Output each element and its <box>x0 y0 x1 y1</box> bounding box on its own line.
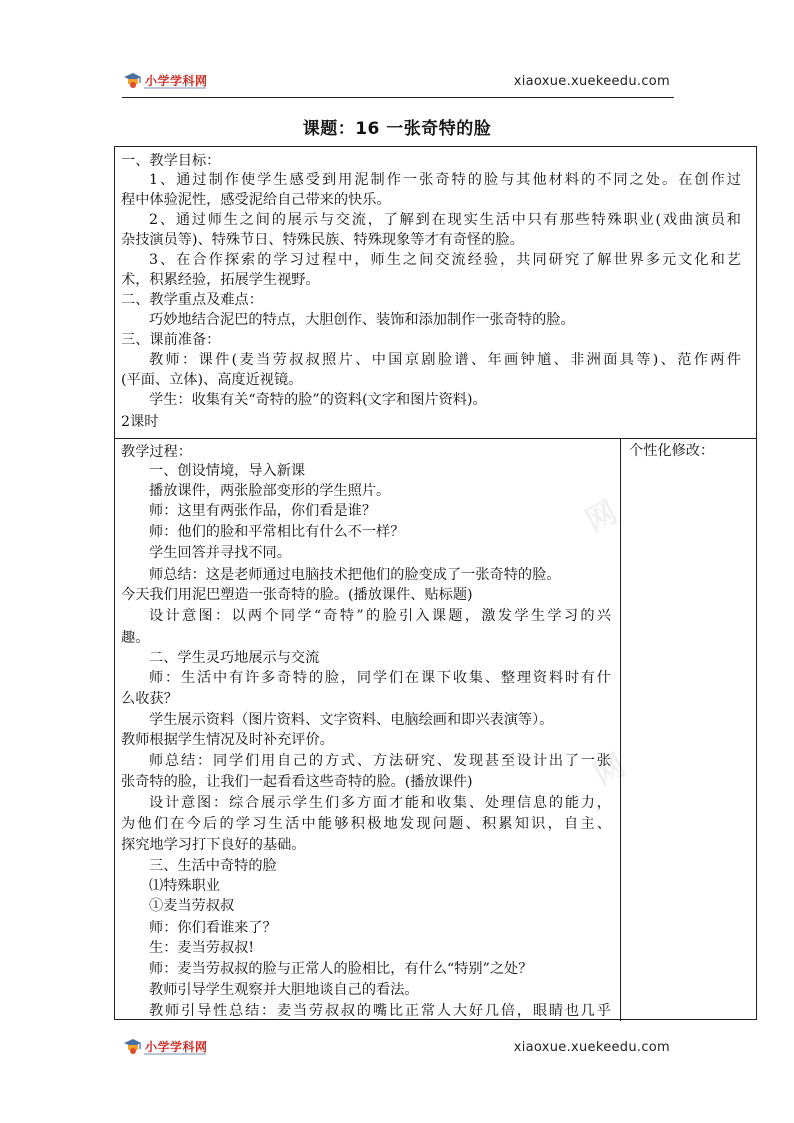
section-heading: 二、教学重点及难点： <box>121 292 263 308</box>
text-line: 张奇特的脸，让我们一起看看这些奇特的脸。(播放课件) <box>121 774 473 790</box>
page-footer <box>122 1032 674 1062</box>
text-line: 师：他们的脸和平常相比有什么不一样？ <box>149 524 405 540</box>
text-line: 生：麦当劳叔叔! <box>149 940 255 956</box>
text-line: 师：生活中有许多奇特的脸，同学们在课下收集、整理资料时有什 <box>149 670 611 686</box>
text-line: 程中体验泥性，感受泥给自己带来的快乐。 <box>121 192 391 208</box>
text-line: 巧妙地结合泥巴的特点，大胆创作、装饰和添加制作一张奇特的脸。 <box>149 312 575 328</box>
text-line: 么收获？ <box>121 691 178 707</box>
text-line: 2课时 <box>121 414 159 430</box>
page-title: 课题：16 一张奇特的脸 <box>302 119 492 139</box>
text-line: 学生：收集有关“奇特的脸”的资料(文字和图片资料)。 <box>149 392 487 408</box>
logo-underline <box>144 87 206 89</box>
text-line: 师总结：同学们用自己的方式、方法研究、发现甚至设计出了一张 <box>149 753 611 769</box>
logo-text: 小学学科网 <box>145 73 208 88</box>
text-line: 学生回答并寻找不同。 <box>149 545 291 561</box>
logo-text: 小学学科网 <box>145 1039 208 1054</box>
section-heading: 教学过程： <box>121 444 192 460</box>
text-line: 2、通过师生之间的展示与交流，了解到在现实生活中只有那些特殊职业(戏曲演员和 <box>149 212 741 228</box>
text-line: ⑴特殊职业 <box>149 878 220 894</box>
text-line: 师总结：这是老师通过电脑技术把他们的脸变成了一张奇特的脸。 <box>149 567 561 583</box>
logo-underline <box>144 1053 206 1055</box>
text-line: 播放课件，两张脸部变形的学生照片。 <box>149 483 391 499</box>
site-logo <box>122 1034 208 1058</box>
section-heading: 三、课前准备： <box>121 332 221 348</box>
text-line: 师：这里有两张作品，你们看是谁？ <box>149 503 377 519</box>
watermark-mark: 网 <box>588 747 632 793</box>
text-line: 3、在合作探索的学习过程中，师生之间交流经验，共同研究了解世界多元文化和艺 <box>149 252 741 268</box>
header-rule <box>122 97 674 98</box>
section-heading: 一、教学目标： <box>121 153 221 169</box>
text-line: 教师根据学生情况及时补充评价。 <box>121 732 334 748</box>
logo-graduate-icon <box>122 1036 142 1056</box>
page-header <box>122 66 674 96</box>
text-line: 术，积累经验，拓展学生视野。 <box>121 272 320 288</box>
process-cell <box>115 438 624 1021</box>
site-logo <box>122 68 208 92</box>
objectives-cell <box>115 147 756 439</box>
text-line: 1、通过制作使学生感受到用泥制作一张奇特的脸与其他材料的不同之处。在创作过 <box>149 172 741 188</box>
text-line: (平面、立体)、高度近视镜。 <box>121 372 303 388</box>
text-line: ①麦当劳叔叔 <box>149 898 235 914</box>
revision-cell <box>621 438 756 1021</box>
text-line: 设计意图：以两个同学“奇特”的脸引入课题，激发学生学习的兴 <box>149 608 611 624</box>
revision-label: 个性化修改： <box>629 443 715 459</box>
text-line: 学生展示资料（图片资料、文字资料、电脑绘画和即兴表演等）。 <box>149 712 554 728</box>
text-line: 师：麦当劳叔叔的脸与正常人的脸相比，有什么“特别”之处？ <box>149 961 533 977</box>
text-line: 杂技演员等)、特殊节日、特殊民族、特殊现象等才有奇怪的脸。 <box>121 232 524 248</box>
text-line: 趣。 <box>121 630 150 646</box>
site-url: xiaoxue.xuekeedu.com <box>513 74 670 89</box>
text-line: 为他们在今后的学习生活中能够积极地发现问题、积累知识，自主、 <box>121 816 611 832</box>
text-line: 教师：课件(麦当劳叔叔照片、中国京剧脸谱、年画钟馗、非洲面具等)、范作两件 <box>149 352 741 368</box>
text-line: 设计意图：综合展示学生们多方面才能和收集、处理信息的能力， <box>149 795 611 811</box>
lesson-table <box>114 146 757 1020</box>
watermark-mark: 网 <box>580 494 624 540</box>
text-line: 今天我们用泥巴塑造一张奇特的脸。(播放课件、贴标题) <box>121 587 473 603</box>
text-line: 师：你们看谁来了？ <box>149 920 277 936</box>
text-line: 三、生活中奇特的脸 <box>149 858 277 874</box>
text-line: 教师引导性总结：麦当劳叔叔的嘴比正常人大好几倍，眼睛也几乎 <box>149 1003 611 1019</box>
text-line: 一、创设情境，导入新课 <box>149 463 306 479</box>
site-url: xiaoxue.xuekeedu.com <box>513 1040 670 1055</box>
text-line: 探究地学习打下良好的基础。 <box>121 837 306 853</box>
text-line: 教师引导学生观察并大胆地谈自己的看法。 <box>149 982 419 998</box>
text-line: 二、学生灵巧地展示与交流 <box>149 650 320 666</box>
logo-graduate-icon <box>122 70 142 90</box>
